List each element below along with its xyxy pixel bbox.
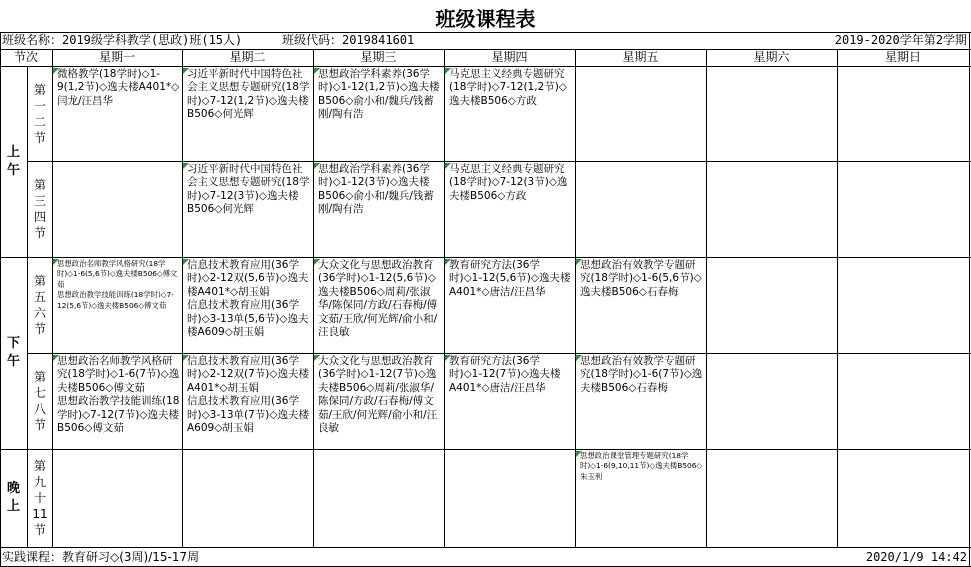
course-entry: 马克思主义经典专题研究(18学时)◇7-12(3节)◇逸夫楼B506◇方政 [449,163,568,202]
comment-marker-icon [183,163,189,169]
course-entry: 思想政治课堂管理专题研究(18学时)◇1-6(9,10,11节)◇逸夫楼B506◇朱玉利 [580,451,703,481]
course-entry: 习近平新时代中国特色社会主义思想专题研究(18学时)◇7-12(1,2节)◇逸夫楼B506◇何光辉 [187,68,310,121]
period-label: 上 午 [6,144,20,178]
course-entry: 思想政治名师教学风格研究(18学时)◇1-6(7节)◇逸夫楼B506◇傅文茹 [57,355,180,394]
comment-marker-icon [314,68,320,74]
comment-marker-icon [53,68,59,74]
comment-marker-icon [576,451,582,457]
comment-marker-icon [445,68,451,74]
page-title: 班级课程表 [435,7,536,31]
course-entry: 思想政治有效教学专题研究(18学时)◇1-6(5,6节)◇逸夫楼B506◇石春梅 [580,259,702,298]
course-entry: 信息技术教育应用(36学时)◇2-12双(7节)◇逸夫楼A401*◇胡玉娟 [187,355,309,394]
class-name: 班级名称：2019级学科教学(思政)班(15人) [2,33,243,47]
comment-marker-icon [445,163,451,169]
day-header: 星期一 [98,50,135,64]
comment-marker-icon [445,259,451,265]
comment-marker-icon [183,259,189,265]
day-header: 星期二 [229,50,266,64]
comment-marker-icon [576,259,582,265]
course-cell[interactable] [445,163,575,257]
day-header: 星期六 [753,50,790,64]
course-entry: 思想政治学科素养(36学时)◇1-12(1,2节)◇逸夫楼B506◇俞小和/魏兵/钱蓄刚/陶有浩 [318,68,440,121]
course-entry: 信息技术教育应用(36学时)◇3-13单(7节)◇逸夫楼A609◇胡玉娟 [187,395,309,435]
course-cell[interactable] [576,355,706,449]
course-entry: 大众文化与思想政治教育(36学时)◇1-12(5,6节)◇逸夫楼B506◇周莉/张淑华/陈保同/方政/石春梅/傅文茹/王欣/何光辉/俞小和/汪良敏 [318,259,438,339]
class-code: 班级代码：2019841601 [282,33,415,47]
comment-marker-icon [53,355,59,361]
column-divider [27,66,28,547]
course-cell[interactable] [445,259,575,353]
day-header: 星期三 [360,50,397,64]
column-divider [969,32,970,567]
course-cell[interactable] [314,259,444,353]
course-cell[interactable] [183,68,313,161]
course-cell[interactable] [53,259,182,353]
comment-marker-icon [314,259,320,265]
course-entry: 思想政治有效教学专题研究(18学时)◇1-6(7节)◇逸夫楼B506◇石春梅 [580,355,703,394]
course-cell[interactable] [445,355,575,449]
comment-marker-icon [183,355,189,361]
course-entry: 思想政治名师教学风格研究(18学时)◇1-6(5,6节)◇逸夫楼B506◇傅文茹 [57,259,178,289]
course-cell[interactable] [183,355,313,449]
row-divider [0,449,971,450]
comment-marker-icon [445,355,451,361]
slot-label: 第 九 十 11 节 [32,459,48,537]
course-entry: 马克思主义经典专题研究(18学时)◇7-12(1,2节)◇逸夫楼B506◇方政 [449,68,567,107]
row-divider [0,66,971,67]
term-label: 2019-2020学年第2学期 [834,33,967,47]
comment-marker-icon [576,355,582,361]
course-cell[interactable] [314,163,444,257]
course-cell[interactable] [53,68,182,161]
print-timestamp: 2020/1/9 14:42 [865,550,967,564]
day-header: 星期日 [884,50,921,64]
course-cell[interactable] [576,259,706,353]
slot-label: 第 三 四 节 [33,178,46,240]
course-cell[interactable] [183,163,313,257]
course-cell[interactable] [314,68,444,161]
slot-label: 第 五 六 节 [33,274,46,336]
comment-marker-icon [183,68,189,74]
course-cell[interactable] [576,451,706,547]
course-cell[interactable] [314,355,444,449]
slot-label: 第 一 二 节 [33,82,46,145]
course-entry: 信息技术教育应用(36学时)◇3-13单(5,6节)◇逸夫楼A609◇胡玉娟 [187,299,309,339]
course-entry: 微格教学(18学时)◇1-9(1,2节)◇逸夫楼A401*◇闫龙/汪昌华 [57,68,180,107]
period-label: 晚 上 [6,481,20,514]
course-entry: 思想政治教学技能训练(18学时)◇7-12(5,6节)◇逸夫楼B506◇傅文茹 [57,290,174,310]
period-header: 节次 [13,50,38,64]
course-entry: 思想政治教学技能训练(18学时)◇7-12(7节)◇逸夫楼B506◇傅文茹 [57,395,180,435]
course-entry: 信息技术教育应用(36学时)◇2-12双(5,6节)◇逸夫楼A401*◇胡玉娟 [187,259,309,298]
comment-marker-icon [53,259,59,265]
comment-marker-icon [314,355,320,361]
course-cell[interactable] [183,259,313,353]
course-entry: 大众文化与思想政治教育(36学时)◇1-12(7节)◇逸夫楼B506◇周莉/张淑华/陈保同/方政/石春梅/傅文茹/王欣/何光辉/俞小和/汪良敏 [318,355,438,435]
column-divider [837,49,838,547]
course-entry: 思想政治学科素养(36学时)◇1-12(3节)◇逸夫楼B506◇俞小和/魏兵/钱蓄刚/陶有浩 [318,163,434,216]
course-cell[interactable] [445,68,575,161]
row-divider [27,161,971,162]
course-cell[interactable] [53,355,182,449]
row-divider [27,353,971,354]
course-entry: 教育研究方法(36学时)◇1-12(5,6节)◇逸夫楼A401*◇唐洁/汪昌华 [449,259,571,298]
slot-label: 第 七 八 节 [33,370,46,432]
day-header: 星期五 [622,50,659,64]
period-label: 下 午 [6,336,20,369]
day-header: 星期四 [491,50,528,64]
table-top-border [0,32,971,33]
course-entry: 教育研究方法(36学时)◇1-12(7节)◇逸夫楼A401*◇唐洁/汪昌华 [449,355,561,394]
row-divider [0,257,971,258]
practice-course: 实践课程：教育研习◇(3周)/15-17周 [2,550,200,564]
column-divider [706,49,707,547]
comment-marker-icon [314,163,320,169]
course-entry: 习近平新时代中国特色社会主义思想专题研究(18学时)◇7-12(3节)◇逸夫楼B506◇何光辉 [187,163,310,216]
